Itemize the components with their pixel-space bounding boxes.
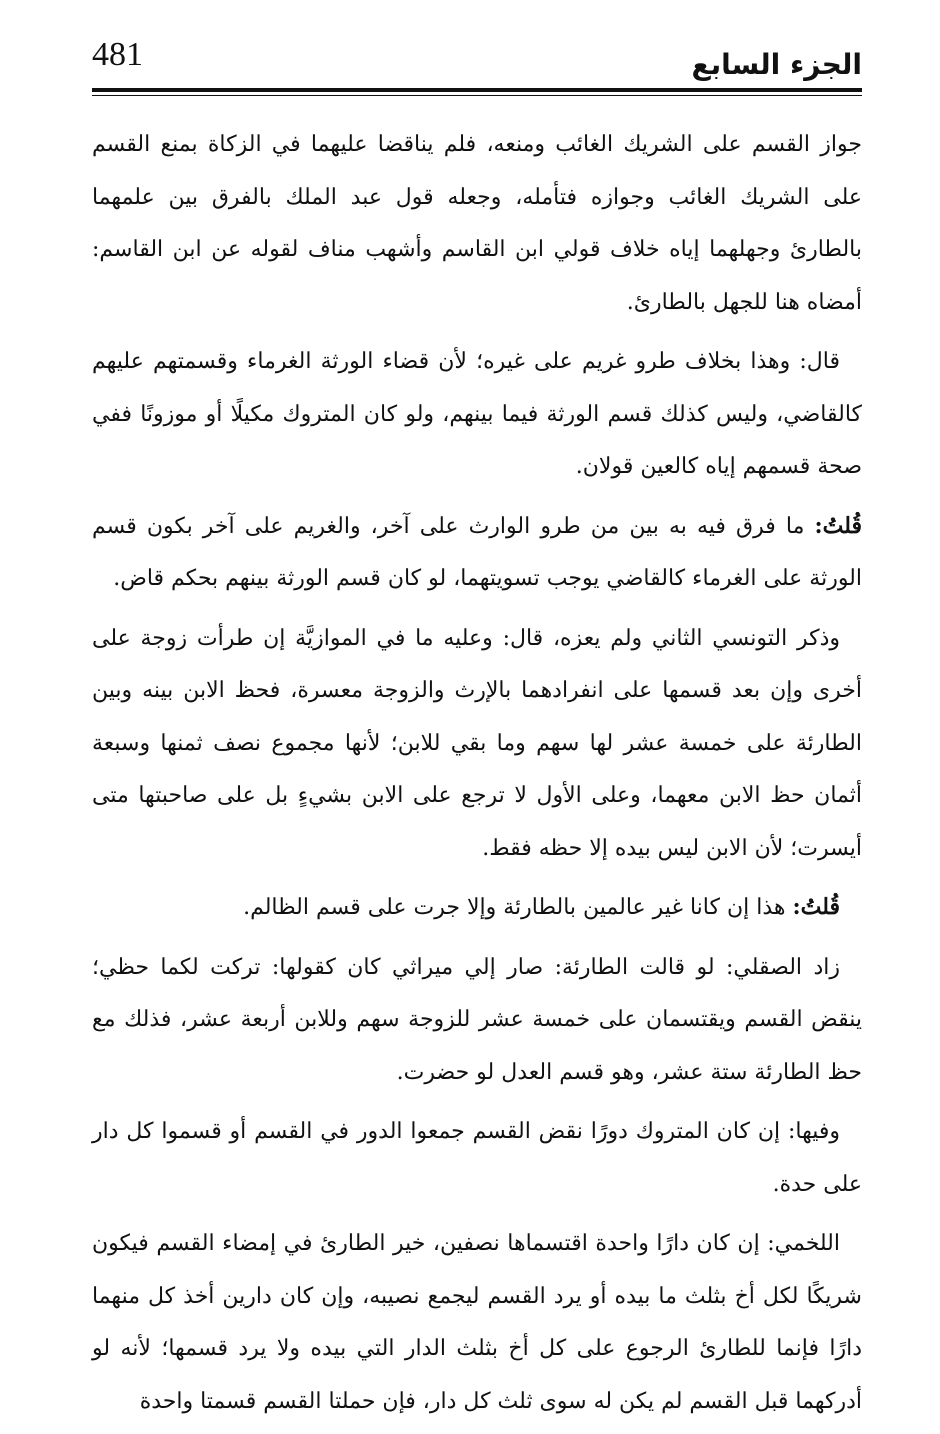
header-rule-thick (92, 88, 862, 92)
page-number: 481 (92, 36, 143, 73)
paragraph: زاد الصقلي: لو قالت الطارئة: صار إلي ميراثي كان كقولها: تركت لكما حظي؛ ينقض القسم ويقتسمان على خمسة عشر للزوجة سهم وللابن أربعة عشر، فذلك مع حظ الطارئة ستة عشر، وهو قسم العدل لو حضرت. (92, 954, 862, 1085)
paragraph: اللخمي: إن كان دارًا واحدة اقتسماها نصفين، خير الطارئ في إمضاء القسم فيكون شريكًا لكل أخ بثلث ما بيده أو يرد القسم ليجمع نصيبه، وإن كان دارين أخذ كل منهما دارًا فإنما للطارئ الرجوع على كل أخ بثلث الدار التي بيده ولا يرد قسمها؛ لأنه لو أدركهما قبل القسم لم يكن له سوى ثلث كل دار، فإن حملتا القسم قسمتا واحدة (92, 1231, 862, 1414)
header-rule-thin (92, 95, 862, 96)
paragraph: قُلتُ: ما فرق فيه به بين من طرو الوارث على آخر، والغريم على آخر بكون قسم الورثة على الغرماء كالقاضي يوجب تسويتهما، لو كان قسم الورثة بينهم بحكم قاض. (92, 512, 862, 591)
paragraph: قال: وهذا بخلاف طرو غريم على غيره؛ لأن قضاء الورثة الغرماء وقسمتهم عليهم كالقاضي، وليس كذلك قسم الورثة فيما بينهم، ولو كان المتروك مكيلًا أو موزونًا ففي صحة قسمهم إياه كالعين قولان. (92, 349, 862, 479)
page-header (92, 30, 862, 96)
body-text (92, 118, 862, 1434)
paragraph: جواز القسم على الشريك الغائب ومنعه، فلم يناقضا عليهما في الزكاة بمنع القسم على الشريك الغائب وجوازه فتأمله، وجعله قول عبد الملك بالفرق بين علمهما بالطارئ وجهلهما إياه خلاف قولي ابن القاسم وأشهب مناف لقوله عن ابن القاسم: أمضاه هنا للجهل بالطارئ. (92, 132, 862, 315)
paragraph: وذكر التونسي الثاني ولم يعزه، قال: وعليه ما في الموازيَّة إن طرأت زوجة على أخرى وإن بعد قسمها على انفرادهما بالإرث والزوجة معسرة، فحظ الابن بينه وبين الطارئة على خمسة عشر لها سهم وما بقي للابن؛ لأنها مجموع نصف ثمنها وسبعة أثمان حظ الابن معهما، وعلى الأول لا ترجع على الابن بشيءٍ بل على صاحبتها متى أيسرت؛ لأن الابن ليس بيده إلا حظه فقط. (92, 625, 862, 861)
paragraph: وفيها: إن كان المتروك دورًا نقض القسم جمعوا الدور في القسم أو قسموا كل دار على حدة. (92, 1119, 862, 1197)
paragraph: قُلتُ: هذا إن كانا غير عالمين بالطارئة وإلا جرت على قسم الظالم. (243, 894, 840, 920)
running-title: الجزء السابع (691, 48, 862, 81)
